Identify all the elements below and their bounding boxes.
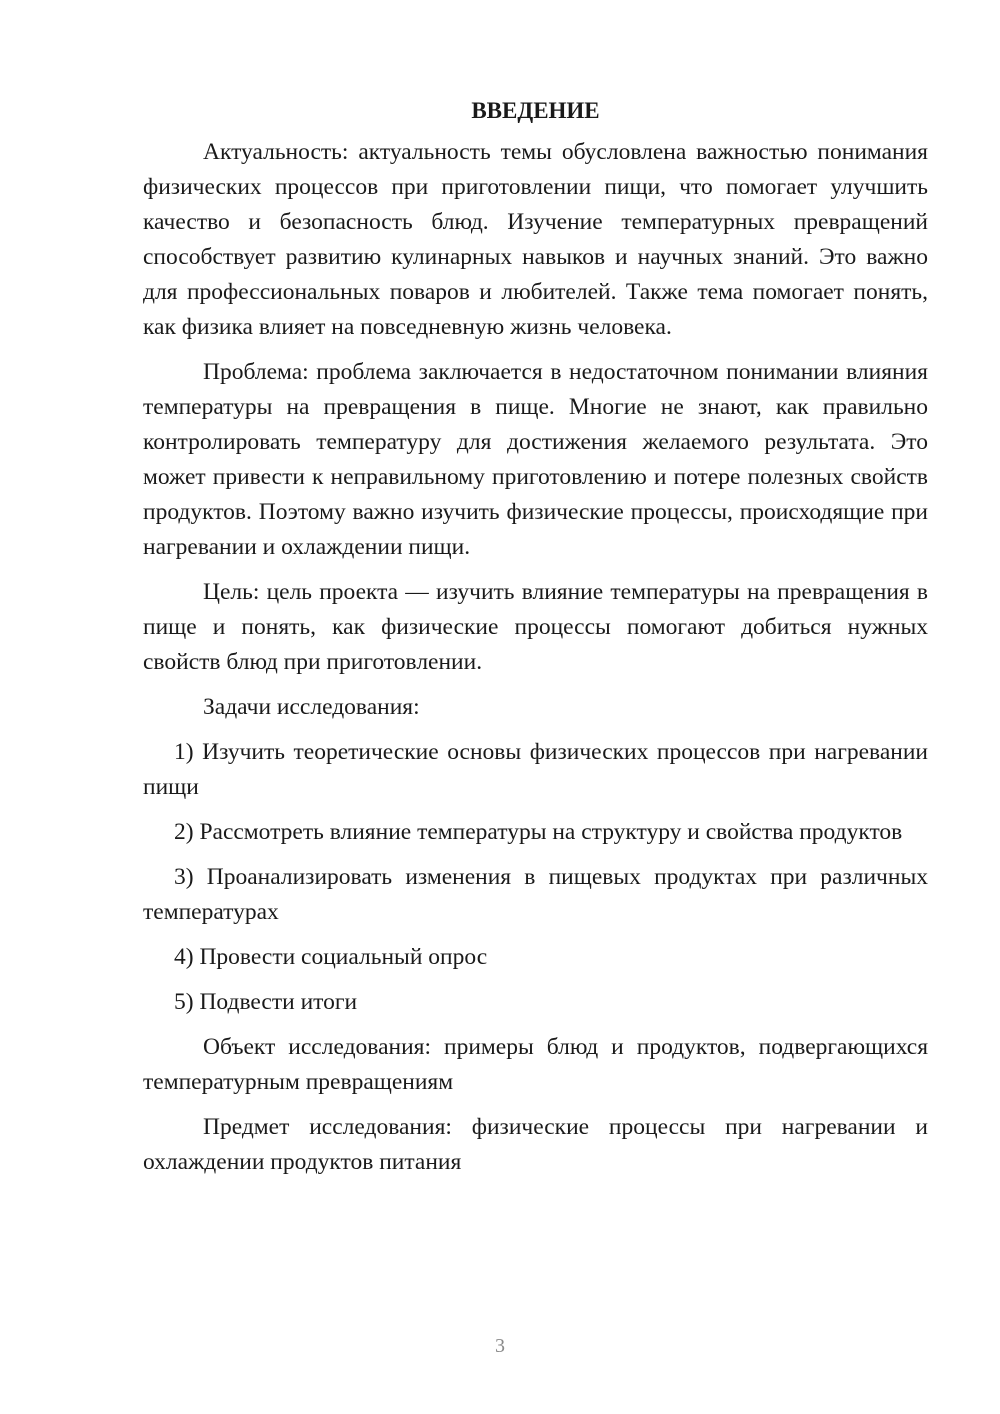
relevance-paragraph: Актуальность: актуальность темы обусловлена важностью понимания физических процессов при приготовлении пищи, что помогает улучшить качество и безопасность блюд. Изучение температурных превращений способствует развитию кулинарных навыков и научных знаний. Это важно для профессиональных поваров и любителей. Также тема помогает понять, как физика влияет на повседневную жизнь человека. (143, 139, 928, 340)
page-number: 3 (495, 1335, 505, 1357)
task-item-3: 3) Проанализировать изменения в пищевых продуктах при различных температурах (143, 864, 928, 925)
research-subject-paragraph: Предмет исследования: физические процессы при нагревании и охлаждении продуктов питания (143, 1114, 928, 1175)
tasks-heading: Задачи исследования: (203, 694, 420, 720)
task-item-4: 4) Провести социальный опрос (174, 944, 488, 970)
goal-paragraph: Цель: цель проекта — изучить влияние температуры на превращения в пище и понять, как физические процессы помогают добиться нужных свойств блюд при приготовлении. (143, 579, 928, 675)
research-object-paragraph: Объект исследования: примеры блюд и продуктов, подвергающихся температурным превращениям (143, 1034, 928, 1095)
problem-paragraph: Проблема: проблема заключается в недостаточном понимании влияния температуры на превращения в пище. Многие не знают, как правильно контролировать температуру для достижения желаемого результата. Это может привести к неправильному приготовлению и потере полезных свойств продуктов. Поэтому важно изучить физические процессы, происходящие при нагревании и охлаждении пищи. (143, 359, 928, 560)
page-content (143, 93, 928, 1180)
task-item-2: 2) Рассмотреть влияние температуры на структуру и свойства продуктов (174, 819, 903, 845)
task-item-1: 1) Изучить теоретические основы физических процессов при нагревании пищи (143, 739, 928, 800)
task-item-5: 5) Подвести итоги (174, 989, 358, 1015)
page-title: ВВЕДЕНИЕ (471, 98, 600, 123)
